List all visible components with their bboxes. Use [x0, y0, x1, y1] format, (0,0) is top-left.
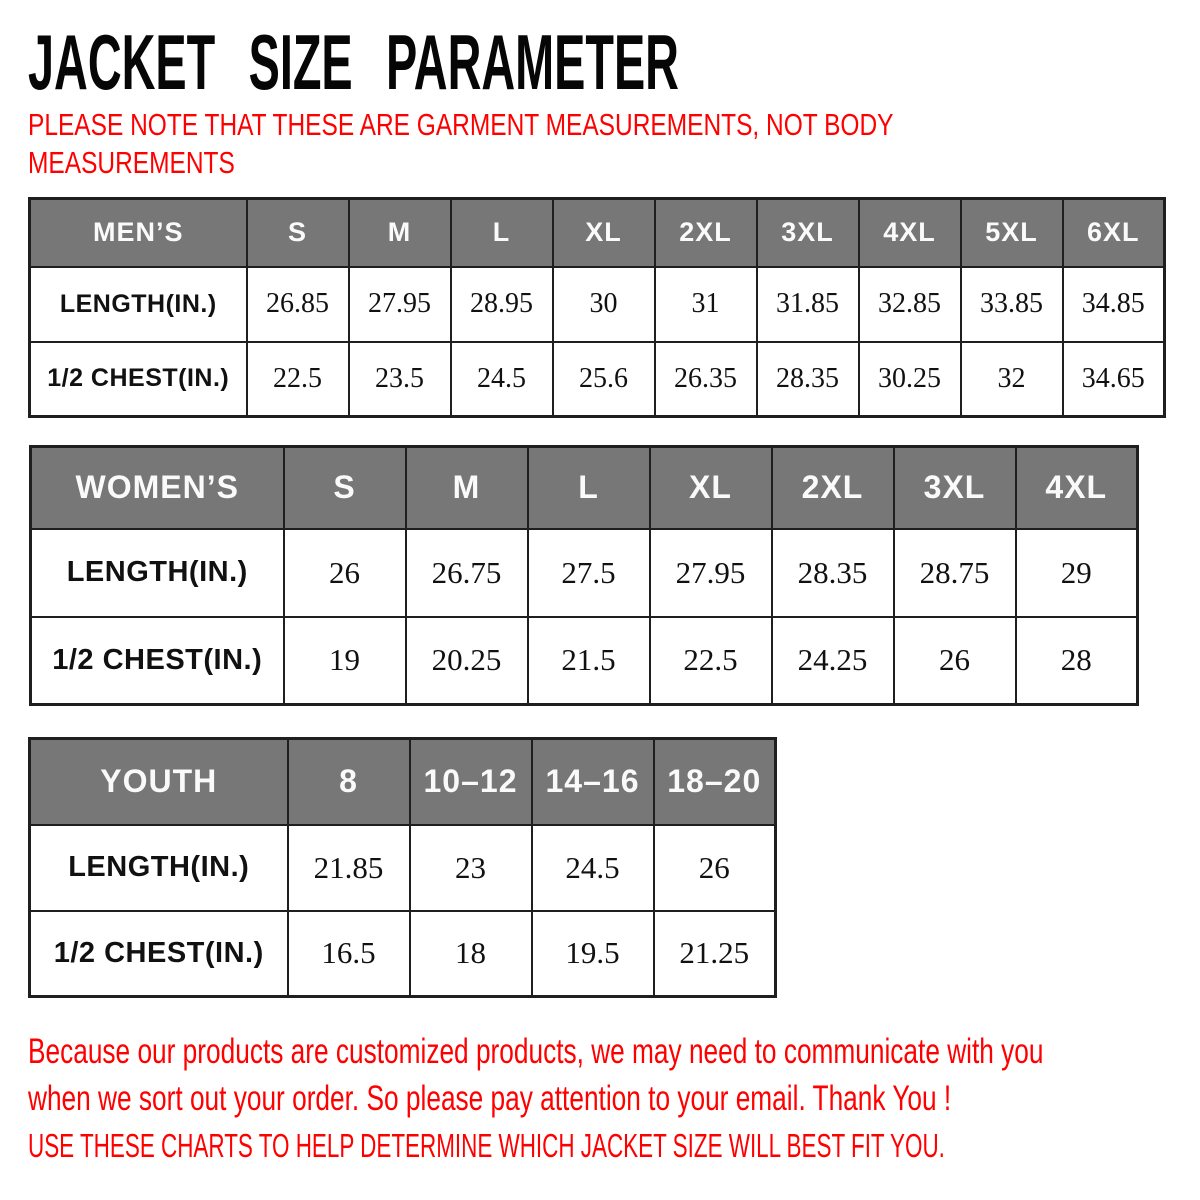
value-cell: 29 [1016, 529, 1138, 617]
value-cell: 33.85 [961, 267, 1063, 342]
youth-size-header-cell: 14–16 [532, 739, 654, 825]
chart-usage-hint: USE THESE CHARTS TO HELP DETERMINE WHICH JACKET SIZE WILL BEST FIT YOU. [28, 1127, 945, 1164]
mens-size-header-cell: 6XL [1063, 199, 1165, 267]
value-cell: 31 [655, 267, 757, 342]
value-cell: 34.65 [1063, 342, 1165, 417]
garment-measurement-note [28, 106, 894, 182]
table-row [30, 911, 776, 997]
youth-size-header-cell: 18–20 [654, 739, 776, 825]
youth-size-header-cell: 10–12 [410, 739, 532, 825]
value-cell: 24.25 [772, 617, 894, 705]
womens-size-header-cell: 3XL [894, 447, 1016, 529]
table-row [30, 825, 776, 911]
row-label-cell: 1/2 CHEST(IN.) [30, 911, 288, 997]
row-label-cell: LENGTH(IN.) [31, 529, 284, 617]
table-row [30, 342, 1165, 417]
customization-notice [28, 1028, 1044, 1122]
womens-size-table [29, 445, 1139, 706]
womens-table-title-cell: WOMEN’S [31, 447, 284, 529]
value-cell: 25.6 [553, 342, 655, 417]
youth-table-title-cell: YOUTH [30, 739, 288, 825]
value-cell: 27.5 [528, 529, 650, 617]
value-cell: 31.85 [757, 267, 859, 342]
mens-size-header-cell: 4XL [859, 199, 961, 267]
mens-size-header-cell: S [247, 199, 349, 267]
note-line-1: PLEASE NOTE THAT THESE ARE GARMENT MEASUREMENTS, NOT BODY [28, 107, 894, 142]
value-cell: 22.5 [650, 617, 772, 705]
mens-size-header-cell: 3XL [757, 199, 859, 267]
value-cell: 32.85 [859, 267, 961, 342]
value-cell: 20.25 [406, 617, 528, 705]
value-cell: 28 [1016, 617, 1138, 705]
mens-size-header-cell: XL [553, 199, 655, 267]
womens-size-table-container [29, 445, 1139, 706]
value-cell: 30.25 [859, 342, 961, 417]
womens-header-row [31, 447, 1138, 529]
row-label-cell: 1/2 CHEST(IN.) [31, 617, 284, 705]
mens-header-row [30, 199, 1165, 267]
youth-size-header-cell: 8 [288, 739, 410, 825]
value-cell: 28.95 [451, 267, 553, 342]
value-cell: 30 [553, 267, 655, 342]
table-row [31, 617, 1138, 705]
value-cell: 28.35 [757, 342, 859, 417]
value-cell: 16.5 [288, 911, 410, 997]
mens-size-header-cell: L [451, 199, 553, 267]
value-cell: 27.95 [650, 529, 772, 617]
youth-size-table [28, 737, 777, 998]
note-line-2: MEASUREMENTS [28, 145, 235, 180]
mens-size-header-cell: 2XL [655, 199, 757, 267]
value-cell: 32 [961, 342, 1063, 417]
value-cell: 21.85 [288, 825, 410, 911]
value-cell: 26.85 [247, 267, 349, 342]
value-cell: 27.95 [349, 267, 451, 342]
value-cell: 21.5 [528, 617, 650, 705]
mens-size-table-container [28, 197, 1166, 418]
row-label-cell: 1/2 CHEST(IN.) [30, 342, 247, 417]
value-cell: 26 [654, 825, 776, 911]
row-label-cell: LENGTH(IN.) [30, 267, 247, 342]
row-label-cell: LENGTH(IN.) [30, 825, 288, 911]
womens-size-header-cell: 4XL [1016, 447, 1138, 529]
value-cell: 18 [410, 911, 532, 997]
womens-size-header-cell: XL [650, 447, 772, 529]
value-cell: 24.5 [451, 342, 553, 417]
value-cell: 24.5 [532, 825, 654, 911]
value-cell: 19 [284, 617, 406, 705]
womens-size-header-cell: 2XL [772, 447, 894, 529]
mens-size-table [28, 197, 1166, 418]
table-row [31, 529, 1138, 617]
value-cell: 26.75 [406, 529, 528, 617]
customization-notice-line-2: when we sort out your order. So please pay attention to your email. Thank You ! [28, 1079, 952, 1118]
value-cell: 23 [410, 825, 532, 911]
value-cell: 34.85 [1063, 267, 1165, 342]
value-cell: 26 [894, 617, 1016, 705]
value-cell: 23.5 [349, 342, 451, 417]
mens-size-header-cell: M [349, 199, 451, 267]
table-row [30, 267, 1165, 342]
mens-size-header-cell: 5XL [961, 199, 1063, 267]
customization-notice-line-1: Because our products are customized products, we may need to communicate with you [28, 1032, 1044, 1071]
womens-size-header-cell: S [284, 447, 406, 529]
youth-size-table-container [28, 737, 777, 998]
value-cell: 19.5 [532, 911, 654, 997]
value-cell: 28.35 [772, 529, 894, 617]
womens-size-header-cell: L [528, 447, 650, 529]
value-cell: 22.5 [247, 342, 349, 417]
value-cell: 28.75 [894, 529, 1016, 617]
page-title: JACKET SIZE PARAMETER [28, 18, 679, 106]
value-cell: 26.35 [655, 342, 757, 417]
value-cell: 26 [284, 529, 406, 617]
value-cell: 21.25 [654, 911, 776, 997]
womens-size-header-cell: M [406, 447, 528, 529]
youth-header-row [30, 739, 776, 825]
mens-table-title-cell: MEN’S [30, 199, 247, 267]
